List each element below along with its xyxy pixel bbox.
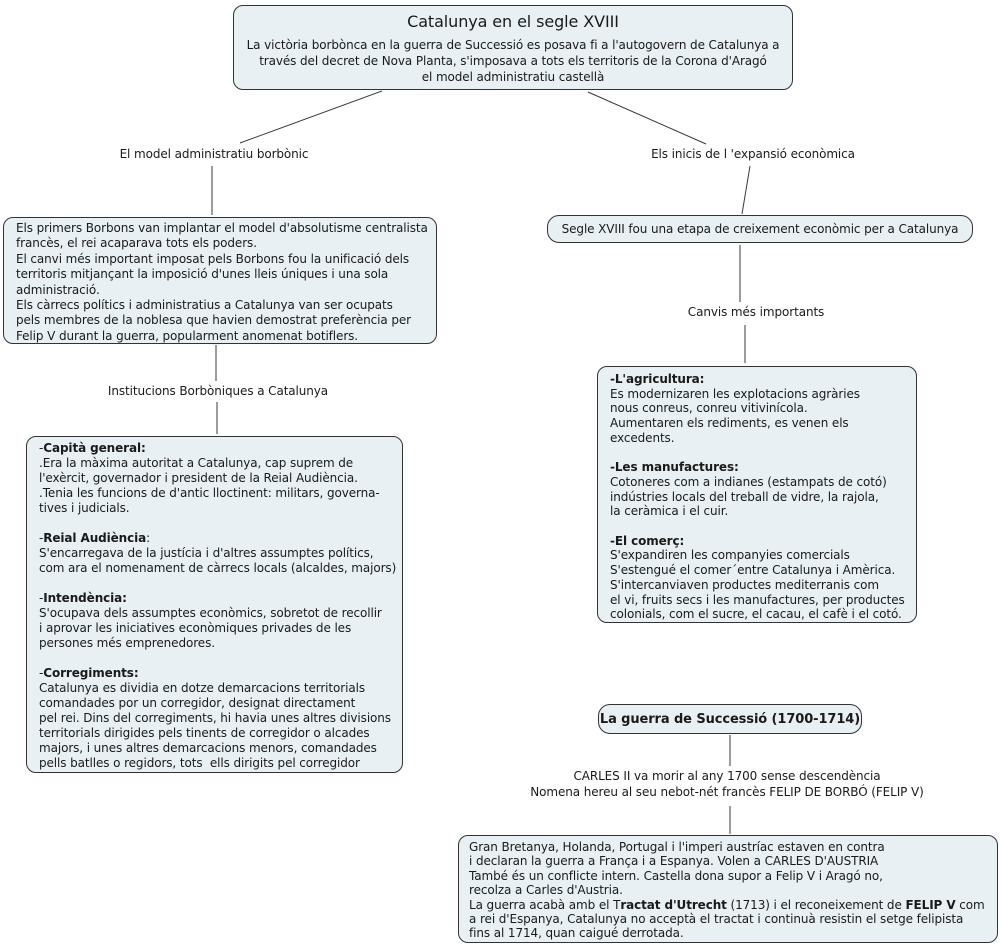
node-guerra-successio[interactable] [598,704,862,734]
link-label-model-administratiu[interactable]: El model administratiu borbònic [119,147,309,161]
link-label-carles-ii-line1[interactable]: CARLES II va morir al any 1700 sense descendència [573,769,881,783]
connector-root-to-left-branch [240,91,382,143]
node-institucions-detall-text: -Capità general: .Era la màxima autoritat a Catalunya, cap suprem de l'exèrcit, governador i president de la Reial Audiència. .Tenia les funcions de d'antic lloctinent: militars, governa- tives i judicials. -Reial Audiència: S'encarregava de la justícia i d'altres assumptes polítics, com ara el nomenament de càrrecs locals (alcaldes, majors) -Intendència: S'ocupava dels assumptes econòmics, sobretot de recollir i aprovar les iniciatives econòmiques privades de les persones més emprenedores. -Corregiments: Catalunya es dividia en dotze demarcacions territorials comandades por un corregidor, designat directament pel rei. Dins del corregiments, hi havia unes altres divisions territorials dirigides pels tinents de corregidor o alcades majors, i unes altres demarcacions menors, comandades pells batlles o regidors, tots ells dirigits pel corregidor [39,441,397,770]
node-institucions-detall[interactable] [26,436,403,773]
root-node-body: La victòria borbònca en la guerra de Successió es posava fi a l'autogovern de Catalunya a través del decret de Nova Planta, s'imposava a tots els territoris de la Corona d'Aragó el model administratiu castellà [246,38,780,84]
node-guerra-successio-text: La guerra de Successió (1700-1714) [599,711,861,727]
node-canvis-detall[interactable] [597,366,917,623]
node-primers-borbons[interactable] [3,217,437,344]
link-label-expansio-economica[interactable]: Els inicis de l 'expansió econòmica [651,147,855,161]
link-label-institucions-borboniques[interactable]: Institucions Borbòniques a Catalunya [107,384,329,398]
node-primers-borbons-text: Els primers Borbons van implantar el model d'absolutisme centralista francès, el rei acaparava tots els poders. El canvi més important imposat pels Borbons fou la unificació dels territoris mitjançant la imposició d'unes lleis úniques i una sola administració. Els càrrecs polítics i administratius a Catalunya van ser ocupats pels membres de la noblesa que havien demostrat preferència per Felip V durant la guerra, popularment anomenat botiflers. [16,221,428,343]
link-label-canvis-importants[interactable]: Canvis més importants [687,305,825,319]
link-label-carles-ii-line2[interactable]: Nomena hereu al seu nebot-nét francès FELIP DE BORBÓ (FELIP V) [530,785,924,799]
connector-root-to-right-branch [588,92,706,144]
node-segle-xviii-text: Segle XVIII fou una etapa de creixement econòmic per a Catalunya [561,222,959,236]
root-node-title: Catalunya en el segle XVIII [407,12,619,31]
node-segle-xviii-creixement[interactable] [547,215,973,243]
node-guerra-detall[interactable] [458,835,998,943]
node-guerra-detall-text: Gran Bretanya, Holanda, Portugal i l'imperi austríac estaven en contra i declaran la guerra a França i a Espanya. Volen a CARLES D'AUSTRIA També és un conflicte intern. Castella dona supor a Felip V i Aragó no, recolza a Carles d'Austria. La guerra acabà amb el Tractat d'Utrecht (1713) i el reconeixement de FELIP V com a rei d'Espanya, Catalunya no acceptà el tractat i continuà resistin el setge felipista fins al 1714, quan caigué derrotada. [469,840,985,941]
node-catalunya-segle-xviii[interactable] [233,5,793,90]
node-canvis-detall-text: -L'agricultura: Es modernizaren les explotacions agràries nous conreus, conreu vitivinícola. Aumentaren els rediments, es venen els excedents. -Les manufactures: Cotoneres com a indianes (estampats de cotó) indústries locals del treball de vidre, la rajola, la ceràmica i el cuir. -El comerç: S'expandiren les companyies comercials S'estengué el comer´entre Catalunya i Amèrica. S'intercanviaven productes mediterranis com el vi, fruits secs i les manufactures, per productes colonials, com el sucre, el cacau, el cafè i el cotó. [610,372,905,622]
connector-rightlabel-to-segle [742,166,750,214]
